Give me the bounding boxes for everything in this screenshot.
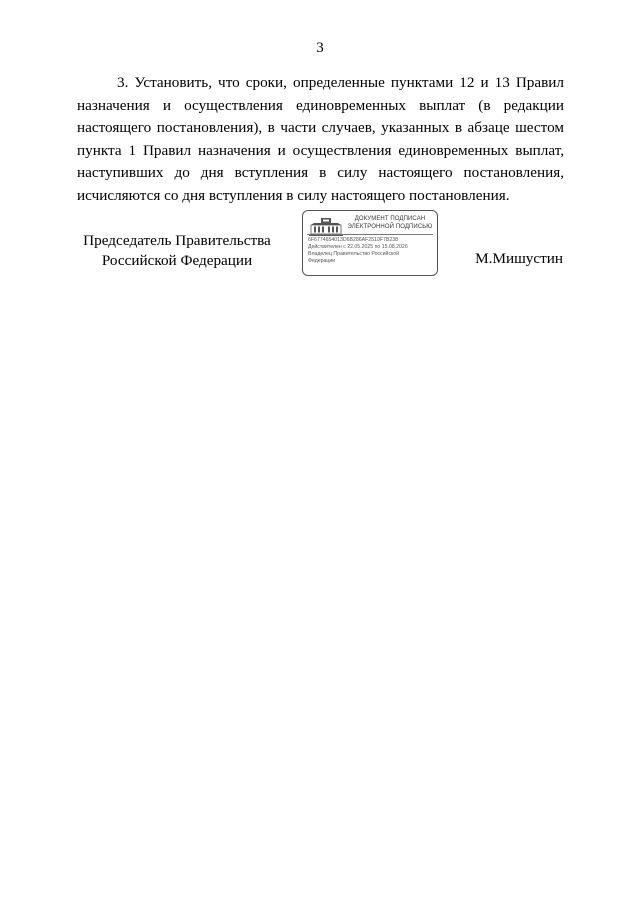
signer-name: М.Мишустин	[475, 250, 563, 267]
stamp-validity: Действителен с 22.05.2025 по 15.08.2026	[308, 244, 408, 250]
stamp-details	[308, 237, 436, 265]
stamp-header-line-1: ДОКУМЕНТ ПОДПИСАН	[354, 216, 426, 222]
signer-title-line-1: Председатель Правительства	[83, 232, 271, 249]
electronic-signature-stamp	[302, 210, 438, 276]
stamp-owner-line-1: Владелец Правительство Российской	[308, 251, 400, 257]
signer-title	[77, 231, 277, 271]
stamp-owner-line-2: Федерации	[308, 258, 336, 264]
stamp-header	[345, 216, 435, 231]
signer-title-line-2: Российской Федерации	[101, 252, 253, 269]
stamp-header-line-2: ЭЛЕКТРОННОЙ ПОДПИСЬЮ	[347, 223, 433, 230]
body-paragraph: 3. Установить, что сроки, определенные пунктами 12 и 13 Правил назначения и осуществления единовременных выплат (в редакции настоящего постановления), в части случаев, указанных в абзаце шестом пункта 1 Правил назначения и осуществления единовременных выплат, наступивших до дня вступления в силу настоящего постановления, исчисляются со дня вступления в силу настоящего постановления.	[77, 74, 564, 204]
stamp-certificate: 6F6774654013D6B286AF2510F7B238	[308, 237, 398, 243]
stamp-divider	[307, 234, 433, 235]
page-number: 3	[316, 40, 324, 56]
